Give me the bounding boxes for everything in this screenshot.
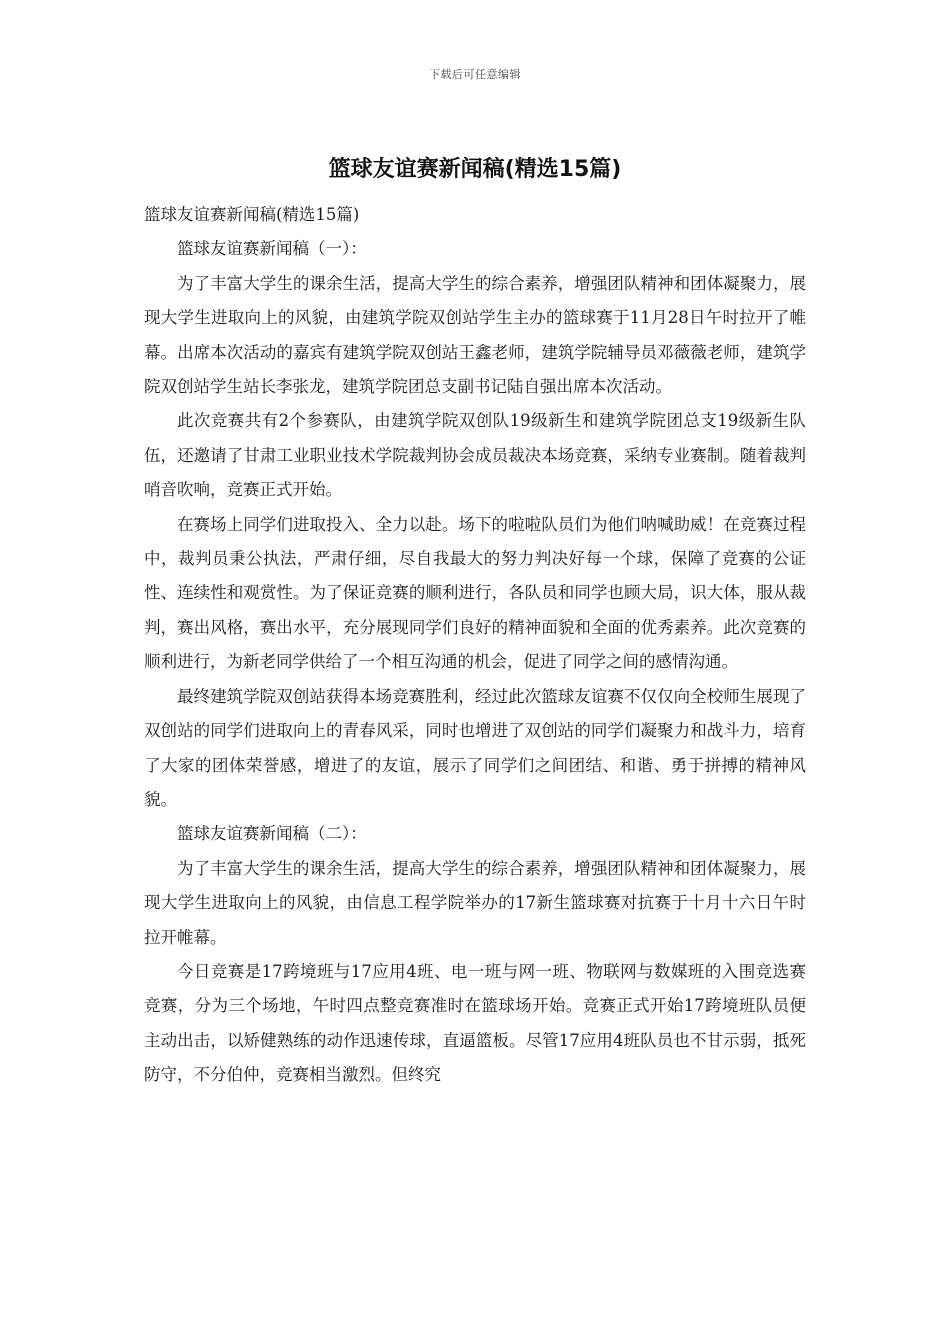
body-paragraph: 今日竞赛是17跨境班与17应用4班、电一班与网一班、物联网与数媒班的入围竞选赛竞赛，分为三个场地，午时四点整竞赛准时在篮球场开始。竞赛正式开始17跨境班队员便主动出击，以矫健熟练的动作迅速传球，直逼篮板。尽管17应用4班队员也不甘示弱，抵死防守，不分伯仲，竞赛相当激烈。但终究 bbox=[144, 961, 806, 1085]
subtitle-paragraph: 篮球友谊赛新闻稿(精选15篇) bbox=[144, 205, 360, 224]
body-paragraph: 此次竞赛共有2个参赛队，由建筑学院双创队19级新生和建筑学院团总支19级新生队伍，还邀请了甘肃工业职业技术学院裁判协会成员裁决本场竞赛，采纳专业赛制。随着裁判哨音吹响，竞赛正式开始。 bbox=[144, 411, 806, 500]
header-note: 下载后可任意编辑 bbox=[429, 68, 521, 81]
document-title: 篮球友谊赛新闻稿(精选15篇) bbox=[328, 157, 622, 182]
body-paragraph: 在赛场上同学们进取投入、全力以赴。场下的啦啦队员们为他们呐喊助威！在竞赛过程中，裁判员秉公执法，严肃仔细，尽自我最大的努力判决好每一个球，保障了竞赛的公证性、连续性和观赏性。为了保证竞赛的顺利进行，各队员和同学也顾大局，识大体，服从裁判，赛出风格，赛出水平，充分展现同学们良好的精神面貌和全面的优秀素养。此次竞赛的顺利进行，为新老同学供给了一个相互沟通的机会，促进了同学之间的感情沟通。 bbox=[144, 514, 806, 672]
body-paragraph: 最终建筑学院双创站获得本场竞赛胜利，经过此次篮球友谊赛不仅仅向全校师生展现了双创站的同学们进取向上的青春风采，同时也增进了双创站的同学们凝聚力和战斗力，培育了大家的团体荣誉感，增进了的友谊，展示了同学们之间团结、和谐、勇于拼搏的精神风貌。 bbox=[144, 686, 806, 809]
section-heading-2: 篮球友谊赛新闻稿（二）： bbox=[177, 824, 367, 844]
section-heading-1: 篮球友谊赛新闻稿（一）： bbox=[177, 239, 367, 259]
document-body bbox=[144, 198, 806, 1093]
body-paragraph: 为了丰富大学生的课余生活，提高大学生的综合素养，增强团队精神和团体凝聚力，展现大学生进取向上的风貌，由信息工程学院举办的17新生篮球赛对抗赛于十月十六日午时拉开帷幕。 bbox=[144, 858, 806, 947]
body-paragraph: 为了丰富大学生的课余生活，提高大学生的综合素养，增强团队精神和团体凝聚力，展现大学生进取向上的风貌，由建筑学院双创站学生主办的篮球赛于11月28日午时拉开了帷幕。出席本次活动的嘉宾有建筑学院双创站王鑫老师，建筑学院辅导员邓薇薇老师，建筑学院双创站学生站长李张龙，建筑学院团总支副书记陆自强出席本次活动。 bbox=[144, 273, 806, 397]
